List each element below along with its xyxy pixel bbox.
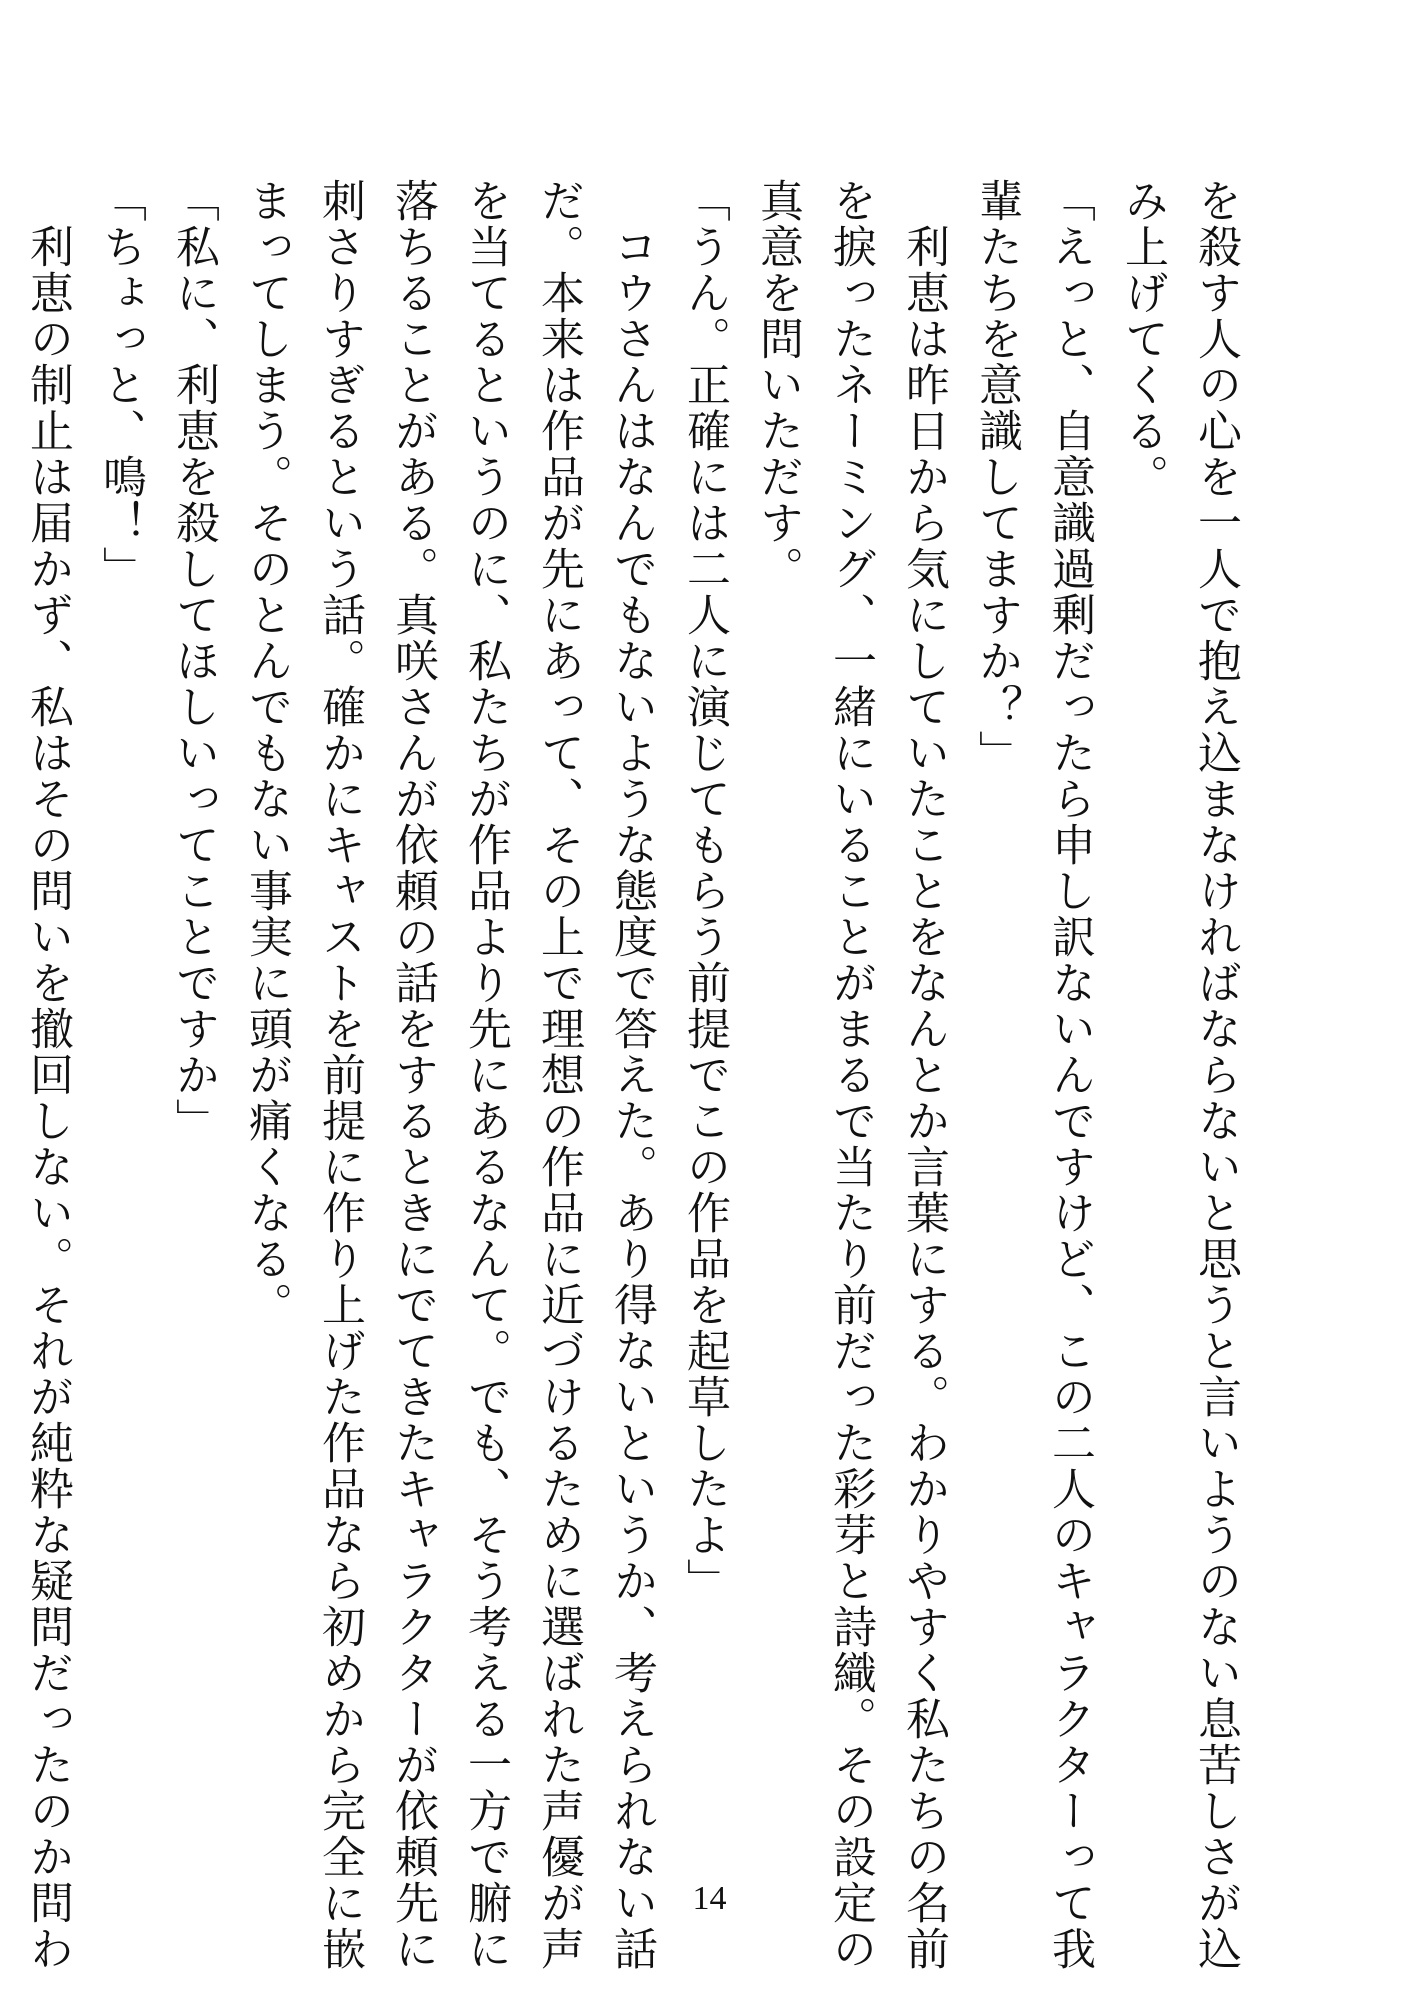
text-line: 利恵は昨日から気にしていたことをなんとか言葉にする。わかりやすく私たちの名前 (898, 178, 949, 1972)
text-line: 「うん。正確には二人に演じてもらう前提でこの作品を起草したよ」 (679, 178, 730, 1604)
text-line: を当てるというのに、私たちが作品より先にあるなんて。でも、そう考える一方で腑に (460, 178, 511, 1972)
text-line: 真意を問いただす。 (752, 178, 803, 592)
text-line: 輩たちを意識してますか？」 (971, 178, 1022, 776)
text-line: 刺さりすぎるという話。確かにキャストを前提に作り上げた作品なら初めから完全に嵌 (314, 178, 365, 1972)
text-line: 「私に、利恵を殺してほしいってことですか」 (168, 178, 219, 1144)
text-line: を殺す人の心を一人で抱え込まなければならないと思うと言いようのない息苦しさが込 (1190, 178, 1241, 1972)
text-line: 落ちることがある。真咲さんが依頼の話をするときにでてきたキャラクターが依頼先に (387, 178, 438, 1972)
text-line: 「えっと、自意識過剰だったら申し訳ないんですけど、この二人のキャラクターって我 (1044, 178, 1095, 1972)
text-line: み上げてくる。 (1117, 178, 1168, 500)
text-line: を捩ったネーミング、一緒にいることがまるで当たり前だった彩芽と詩織。その設定の (825, 178, 876, 1972)
text-line: 利恵の制止は届かず、私はその問いを撤回しない。それが純粋な疑問だったのか問わ (22, 178, 73, 1972)
page-number: 14 (692, 1880, 727, 1917)
text-line: コウさんはなんでもないような態度で答えた。あり得ないというか、考えられない話 (606, 178, 657, 1972)
text-line: だ。本来は作品が先にあって、その上で理想の作品に近づけるために選ばれた声優が声 (533, 178, 584, 1972)
text-line: 「ちょっと、鳴！」 (95, 178, 146, 592)
text-line: まってしまう。そのとんでもない事実に頭が痛くなる。 (241, 178, 292, 1328)
